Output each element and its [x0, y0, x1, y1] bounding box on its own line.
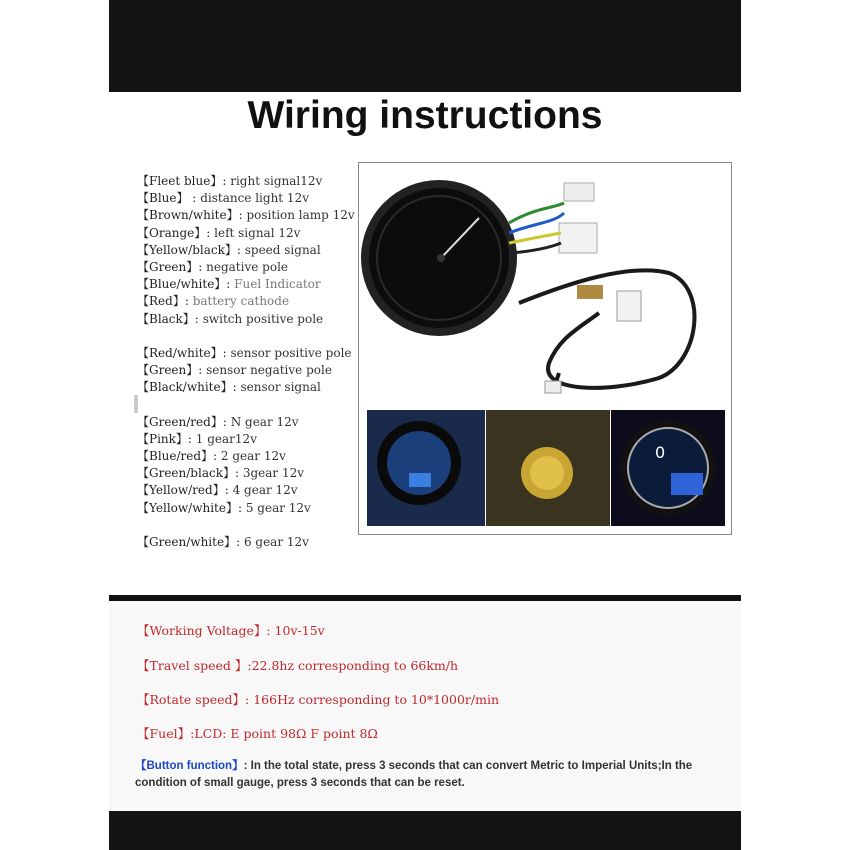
top-black-bar: [109, 0, 741, 92]
sensor-plug: [617, 291, 641, 321]
button-function-label: 【Button function】: [135, 760, 244, 772]
wire-item: 【Fleet blue】: right signal12v: [137, 174, 323, 188]
wire-item: 【Red】: battery cathode: [137, 294, 290, 309]
spec-rotate-speed: 【Rotate speed】: 166Hz corresponding to 10*1000r/min: [137, 692, 499, 707]
gauge-illustration: [359, 163, 731, 534]
connector-small: [564, 183, 594, 201]
wire-item: 【Orange】: left signal 12v: [137, 225, 301, 240]
wire-item: 【Brown/white】: position lamp 12v: [137, 208, 355, 223]
wire-item: 【Red/white】: sensor positive pole: [137, 345, 352, 360]
text-cursor-mark: [134, 395, 138, 413]
wire-item: 【Green/white】: 6 gear 12v: [137, 534, 309, 549]
wire-item: 【Pink】: 1 gear12v: [137, 431, 257, 446]
wire-item: 【Yellow/red】: 4 gear 12v: [137, 483, 298, 498]
wire-item: 【Yellow/white】: 5 gear 12v: [137, 500, 311, 515]
cable-end: [545, 381, 561, 393]
spec-button-function: [135, 758, 725, 792]
wire-item: 【Blue/red】: 2 gear 12v: [137, 449, 286, 463]
wire-item: 【Green/red】: N gear 12v: [137, 414, 299, 429]
wire-item: 【Blue/white】: Fuel Indicator: [137, 277, 321, 292]
svg-text:0: 0: [655, 443, 666, 462]
sensor-cable: [519, 270, 694, 388]
wiring-list: [137, 173, 367, 551]
spec-fuel: 【Fuel】:LCD: E point 98Ω F point 8Ω: [137, 726, 378, 741]
wire-item: 【Yellow/black】: speed signal: [137, 242, 321, 257]
page-title: Wiring instructions: [247, 94, 603, 137]
wire-item: 【Green】: sensor negative pole: [137, 363, 332, 378]
product-photo: [358, 162, 732, 535]
wire-item: 【Black/white】: sensor signal: [137, 380, 321, 395]
wire-item: 【Black】: switch positive pole: [137, 311, 324, 326]
connector-large: [559, 223, 597, 253]
button-function-text: : In the total state, press 3 seconds that can convert Metric to Imperial Units;In the condition of small gauge, press 3 seconds that can be reset.: [135, 760, 693, 789]
bottom-black-bar: [109, 811, 741, 850]
wire-item: 【Green/black】: 3gear 12v: [137, 466, 305, 481]
wire-item: 【Blue】 : distance light 12v: [137, 191, 309, 206]
sensor-bolt: [577, 285, 603, 299]
wire-item: 【Green】: negative pole: [137, 259, 289, 274]
spec-working-voltage: 【Working Voltage】: 10v-15v: [137, 623, 325, 638]
spec-travel-speed: 【Travel speed 】:22.8hz corresponding to 66km/h: [137, 658, 459, 673]
